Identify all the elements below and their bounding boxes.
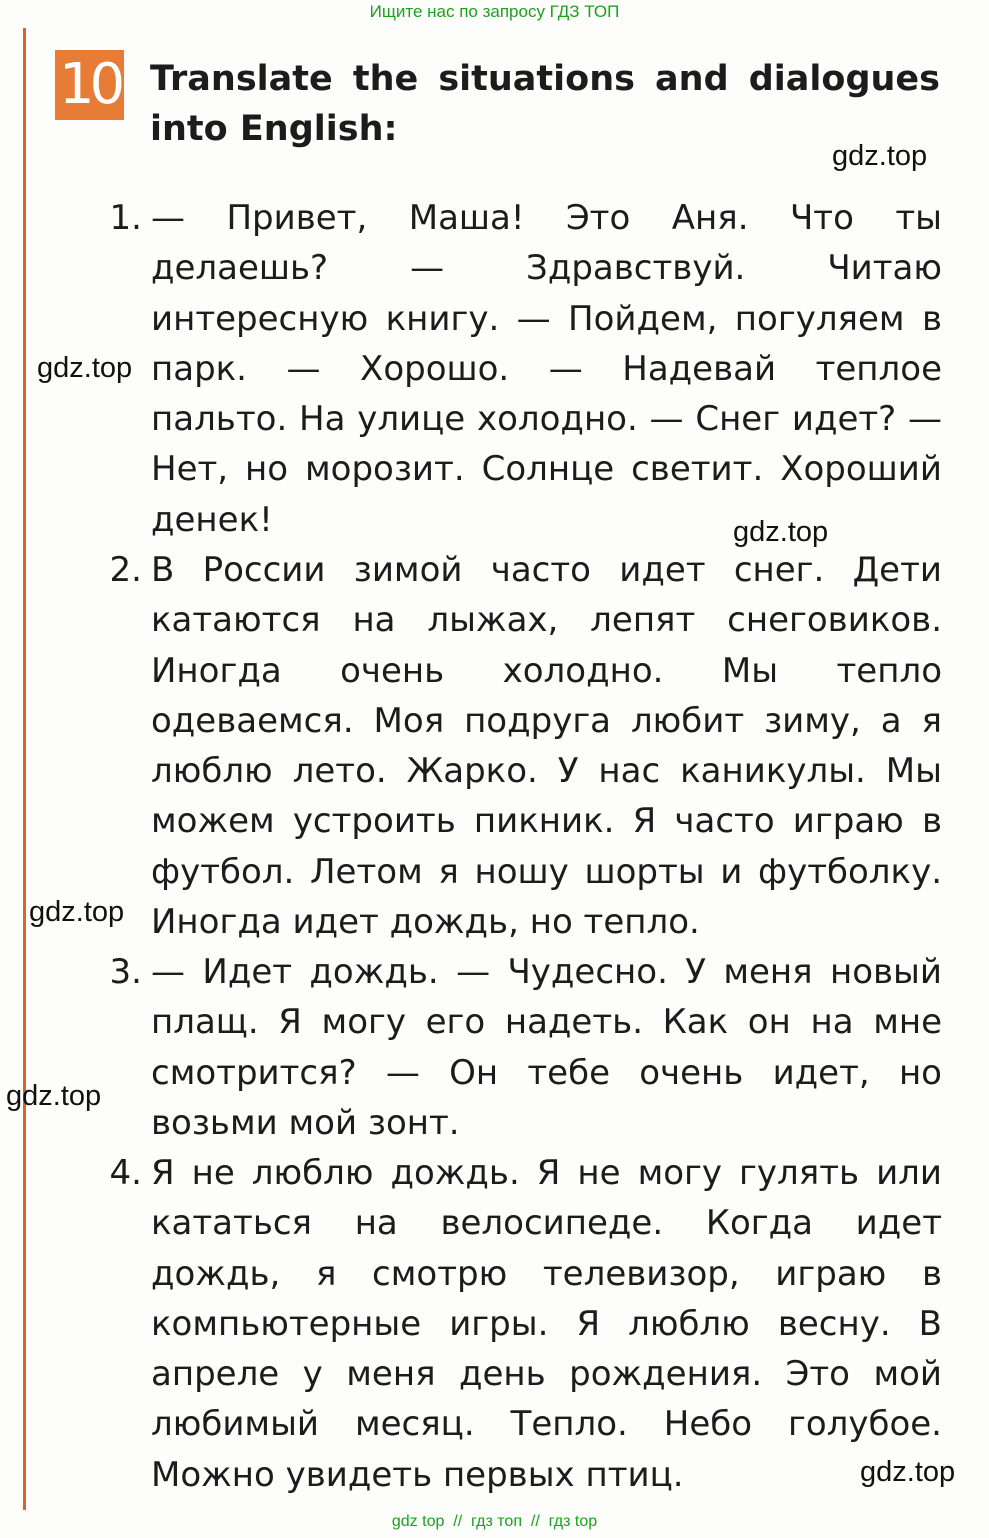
left-margin-rule [23,28,26,1510]
item-text: — Привет, Маша! Это Аня. Что ты делаешь? — Здравствуй. Читаю интересную книгу. — Пойдем, погуляем в парк. — Хорошо. — Надевай теплое пальто. На улице холодно. — Снег идет? — Нет, но морозит. Солнце светит. Хороший денек! [151,198,942,540]
exercise-title: Translate the situations and dialogues into English: [150,59,940,149]
watermark: gdz.top [29,896,125,928]
item-number: 1. [109,198,142,238]
exercise-number-badge: 10 [55,50,124,120]
watermark: gdz.top [37,352,133,384]
item-text: Я не люблю дождь. Я не могу гулять или кататься на велосипеде. Когда идет дождь, я смотрю телевизор, играю в компьютерные игры. Я люблю весну. В апреле у меня день рождения. Это мой любимый месяц. Тепло. Небо голубое. Можно увидеть первых птиц. [151,1153,942,1495]
watermark: gdz.top [860,1456,956,1488]
watermark: gdz.top [733,516,829,548]
exercise-item-3 [92,947,942,1148]
item-text: В России зимой часто идет снег. Дети катаются на лыжах, лепят снеговиков. Иногда очень холодно. Мы тепло одеваемся. Моя подруга любит зиму, а я люблю лето. Жарко. У нас каникулы. Мы можем устроить пикник. Я часто играю в футбол. Летом я ношу шорты и футболку. Иногда идет дождь, но тепло. [151,550,942,943]
item-number: 2. [109,550,142,590]
item-number: 3. [109,952,142,992]
item-text: — Идет дождь. — Чудесно. У меня новый плащ. Я могу его надеть. Как он на мне смотрится? — Он тебе очень идет, но возьми мой зонт. [151,952,942,1143]
footer-caption: gdz top // гдз топ // гдз top [391,1513,598,1530]
exercise-item-4 [92,1148,942,1500]
top-banner: Ищите нас по запросу ГДЗ ТОП [369,2,620,21]
exercise-item-2 [92,545,942,947]
watermark: gdz.top [6,1080,102,1112]
item-number: 4. [109,1153,142,1193]
watermark: gdz.top [832,140,928,172]
exercise-item-1 [92,193,942,545]
